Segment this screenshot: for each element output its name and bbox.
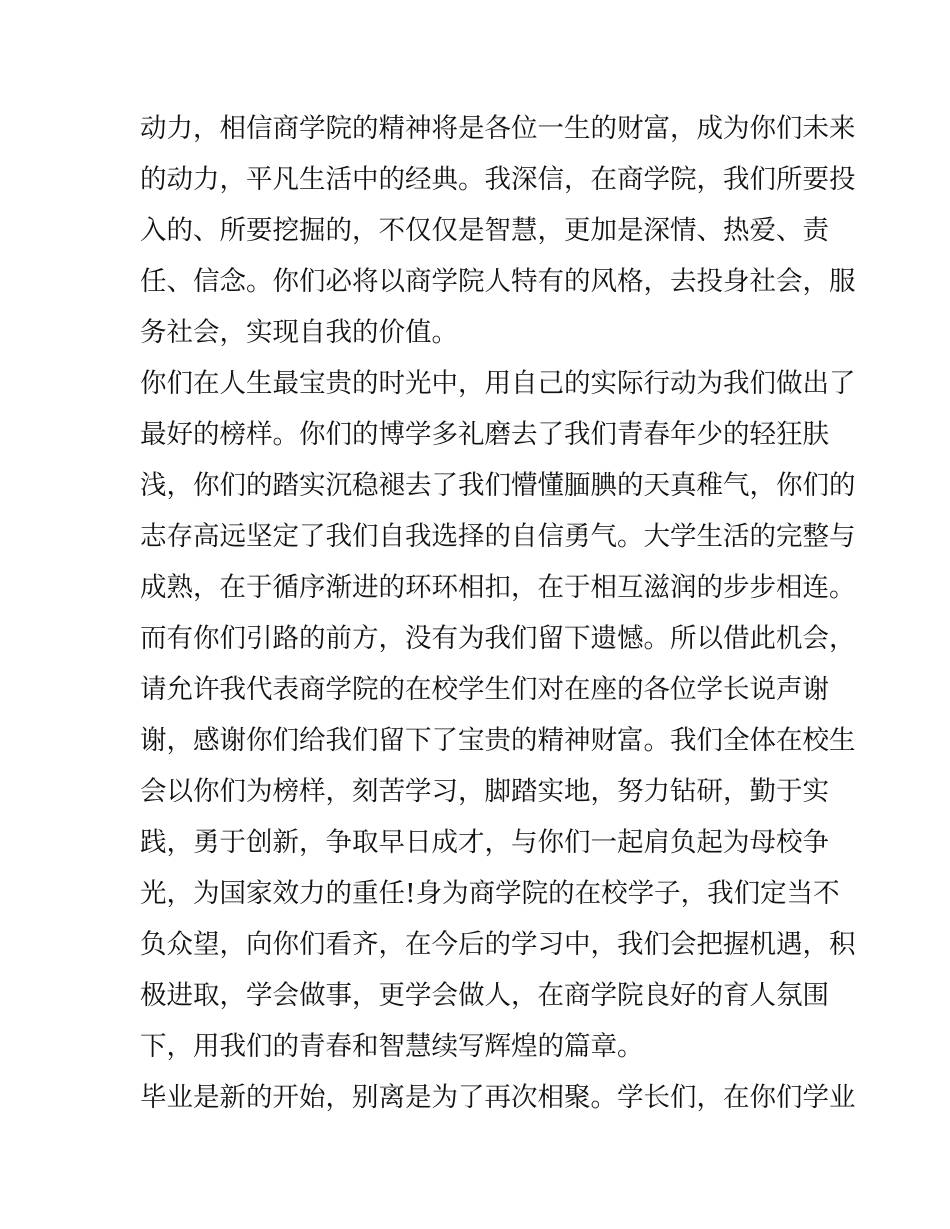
text-line: 动力，相信商学院的精神将是各位一生的财富，成为你们未来 [140, 113, 856, 144]
text-line: 务社会，实现自我的价值。 [140, 317, 458, 348]
text-line: 下，用我们的青春和智慧续写辉煌的篇章。 [140, 1031, 644, 1062]
text-line: 志存高远坚定了我们自我选择的自信勇气。大学生活的完整与 [140, 521, 856, 552]
text-line: 谢，感谢你们给我们留下了宝贵的精神财富。我们全体在校生 [140, 725, 856, 756]
text-line: 你们在人生最宝贵的时光中，用自己的实际行动为我们做出了 [140, 368, 856, 399]
text-line: 请允许我代表商学院的在校学生们对在座的各位学长说声谢 [140, 674, 829, 705]
text-line: 最好的榜样。你们的博学多礼磨去了我们青春年少的轻狂肤 [140, 419, 829, 450]
body-text [140, 103, 856, 1123]
text-line: 毕业是新的开始，别离是为了再次相聚。学长们，在你们学业 [140, 1082, 856, 1113]
text-line: 的动力，平凡生活中的经典。我深信，在商学院，我们所要投 [140, 164, 856, 195]
text-line: 会以你们为榜样，刻苦学习，脚踏实地，努力钻研，勤于实 [140, 776, 829, 807]
text-line: 践，勇于创新，争取早日成才，与你们一起肩负起为母校争 [140, 827, 829, 858]
text-line: 入的、所要挖掘的，不仅仅是智慧，更加是深情、热爱、责 [140, 215, 829, 246]
text-line: 光，为国家效力的重任!身为商学院的在校学子，我们定当不 [140, 878, 840, 909]
text-line: 成熟，在于循序渐进的环环相扣，在于相互滋润的步步相连。 [140, 572, 856, 603]
text-line: 极进取，学会做事，更学会做人，在商学院良好的育人氛围 [140, 980, 829, 1011]
text-line: 任、信念。你们必将以商学院人特有的风格，去投身社会，服 [140, 266, 856, 297]
text-line: 浅，你们的踏实沉稳褪去了我们懵懂腼腆的天真稚气，你们的 [140, 470, 856, 501]
text-line: 而有你们引路的前方，没有为我们留下遗憾。所以借此机会， [140, 623, 856, 654]
text-line: 负众望，向你们看齐，在今后的学习中，我们会把握机遇，积 [140, 929, 856, 960]
